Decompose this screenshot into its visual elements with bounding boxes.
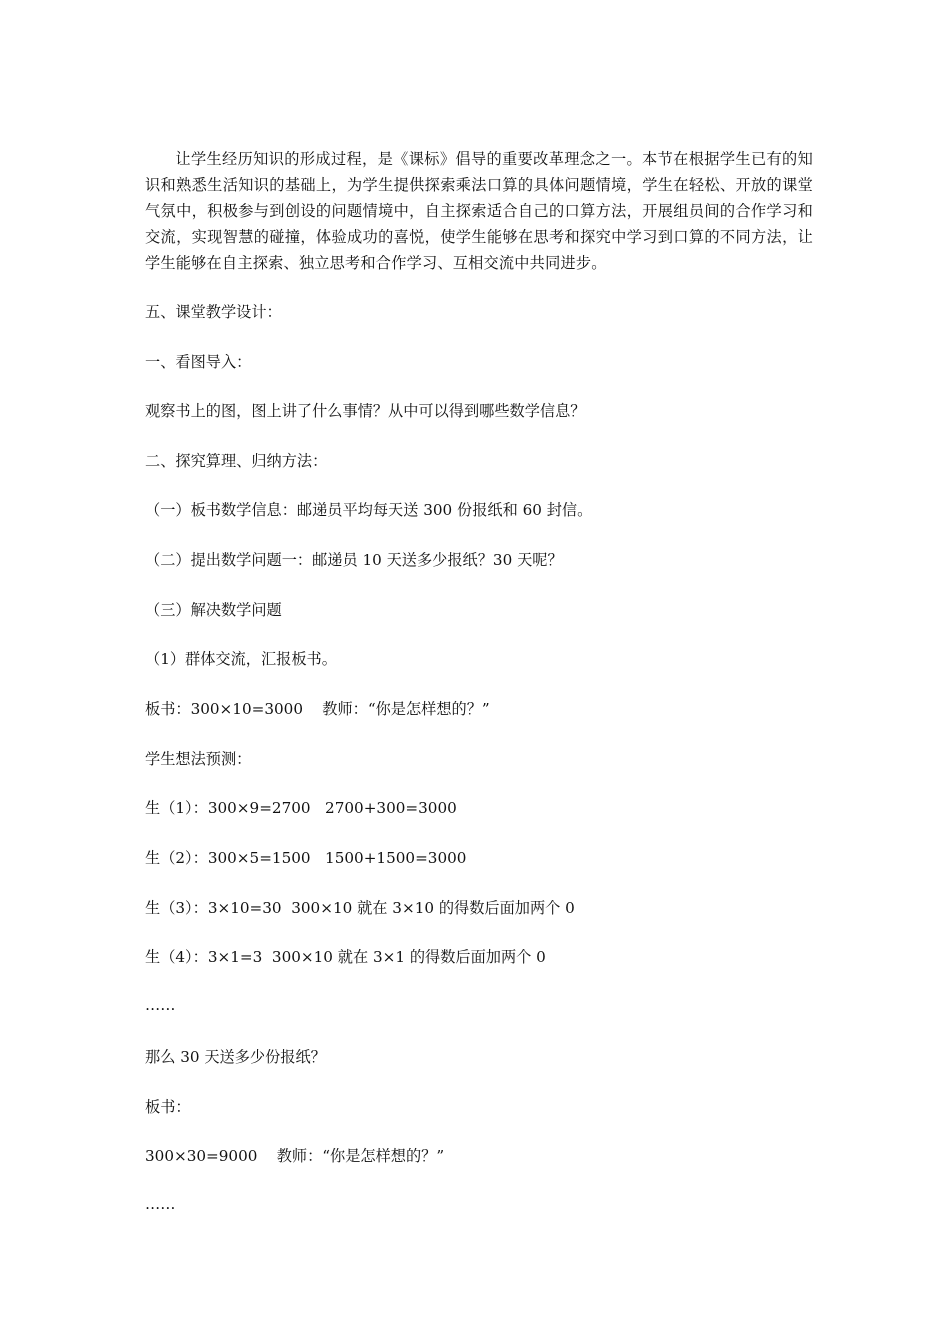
text-line: （1）群体交流，汇报板书。 xyxy=(145,650,337,668)
text-line: 生（4）：3×1=3 300×10 就在 3×1 的得数后面加两个 0 xyxy=(145,948,546,966)
intro-paragraph: 让学生经历知识的形成过程，是《课标》倡导的重要改革理念之一。本节在根据学生已有的知识和熟悉生活知识的基础上，为学生提供探索乘法口算的具体问题情境，学生在轻松、开放的课堂气氛中，积极参与到创设的问题情境中，自主探索适合自己的口算方法，开展组员间的合作学习和交流，实现智慧的碰撞，体验成功的喜悦，使学生能够在思考和探究中学习到口算的不同方法，让学生能够在自主探索、独立思考和合作学习、互相交流中共同进步。 xyxy=(145,150,813,272)
ellipsis-line: …… xyxy=(145,1195,176,1213)
text-line: 板书： xyxy=(145,1098,191,1116)
section-heading-teaching-design: 五、课堂教学设计： xyxy=(145,303,282,321)
text-line: （一）板书数学信息：邮递员平均每天送 300 份报纸和 60 封信。 xyxy=(145,501,593,519)
text-line: 生（3）：3×10=30 300×10 就在 3×10 的得数后面加两个 0 xyxy=(145,899,575,917)
text-line: 学生想法预测： xyxy=(145,750,252,768)
text-line: （三）解决数学问题 xyxy=(145,601,282,619)
text-line: 生（2）：300×5=1500 1500+1500=3000 xyxy=(145,849,467,867)
text-line: 板书：300×10=3000 教师：“你是怎样想的？” xyxy=(145,700,490,718)
text-line: 300×30=9000 教师：“你是怎样想的？” xyxy=(145,1147,445,1165)
step-heading-explore: 二、探究算理、归纳方法： xyxy=(145,452,328,470)
ellipsis-line: …… xyxy=(145,996,176,1014)
text-line: 那么 30 天送多少份报纸？ xyxy=(145,1048,326,1066)
step-heading-picture-intro: 一、看图导入： xyxy=(145,353,252,371)
text-line: 生（1）：300×9=2700 2700+300=3000 xyxy=(145,799,457,817)
text-line: （二）提出数学问题一：邮递员 10 天送多少报纸？30 天呢？ xyxy=(145,551,563,569)
text-line: 观察书上的图，图上讲了什么事情？从中可以得到哪些数学信息？ xyxy=(145,402,586,420)
